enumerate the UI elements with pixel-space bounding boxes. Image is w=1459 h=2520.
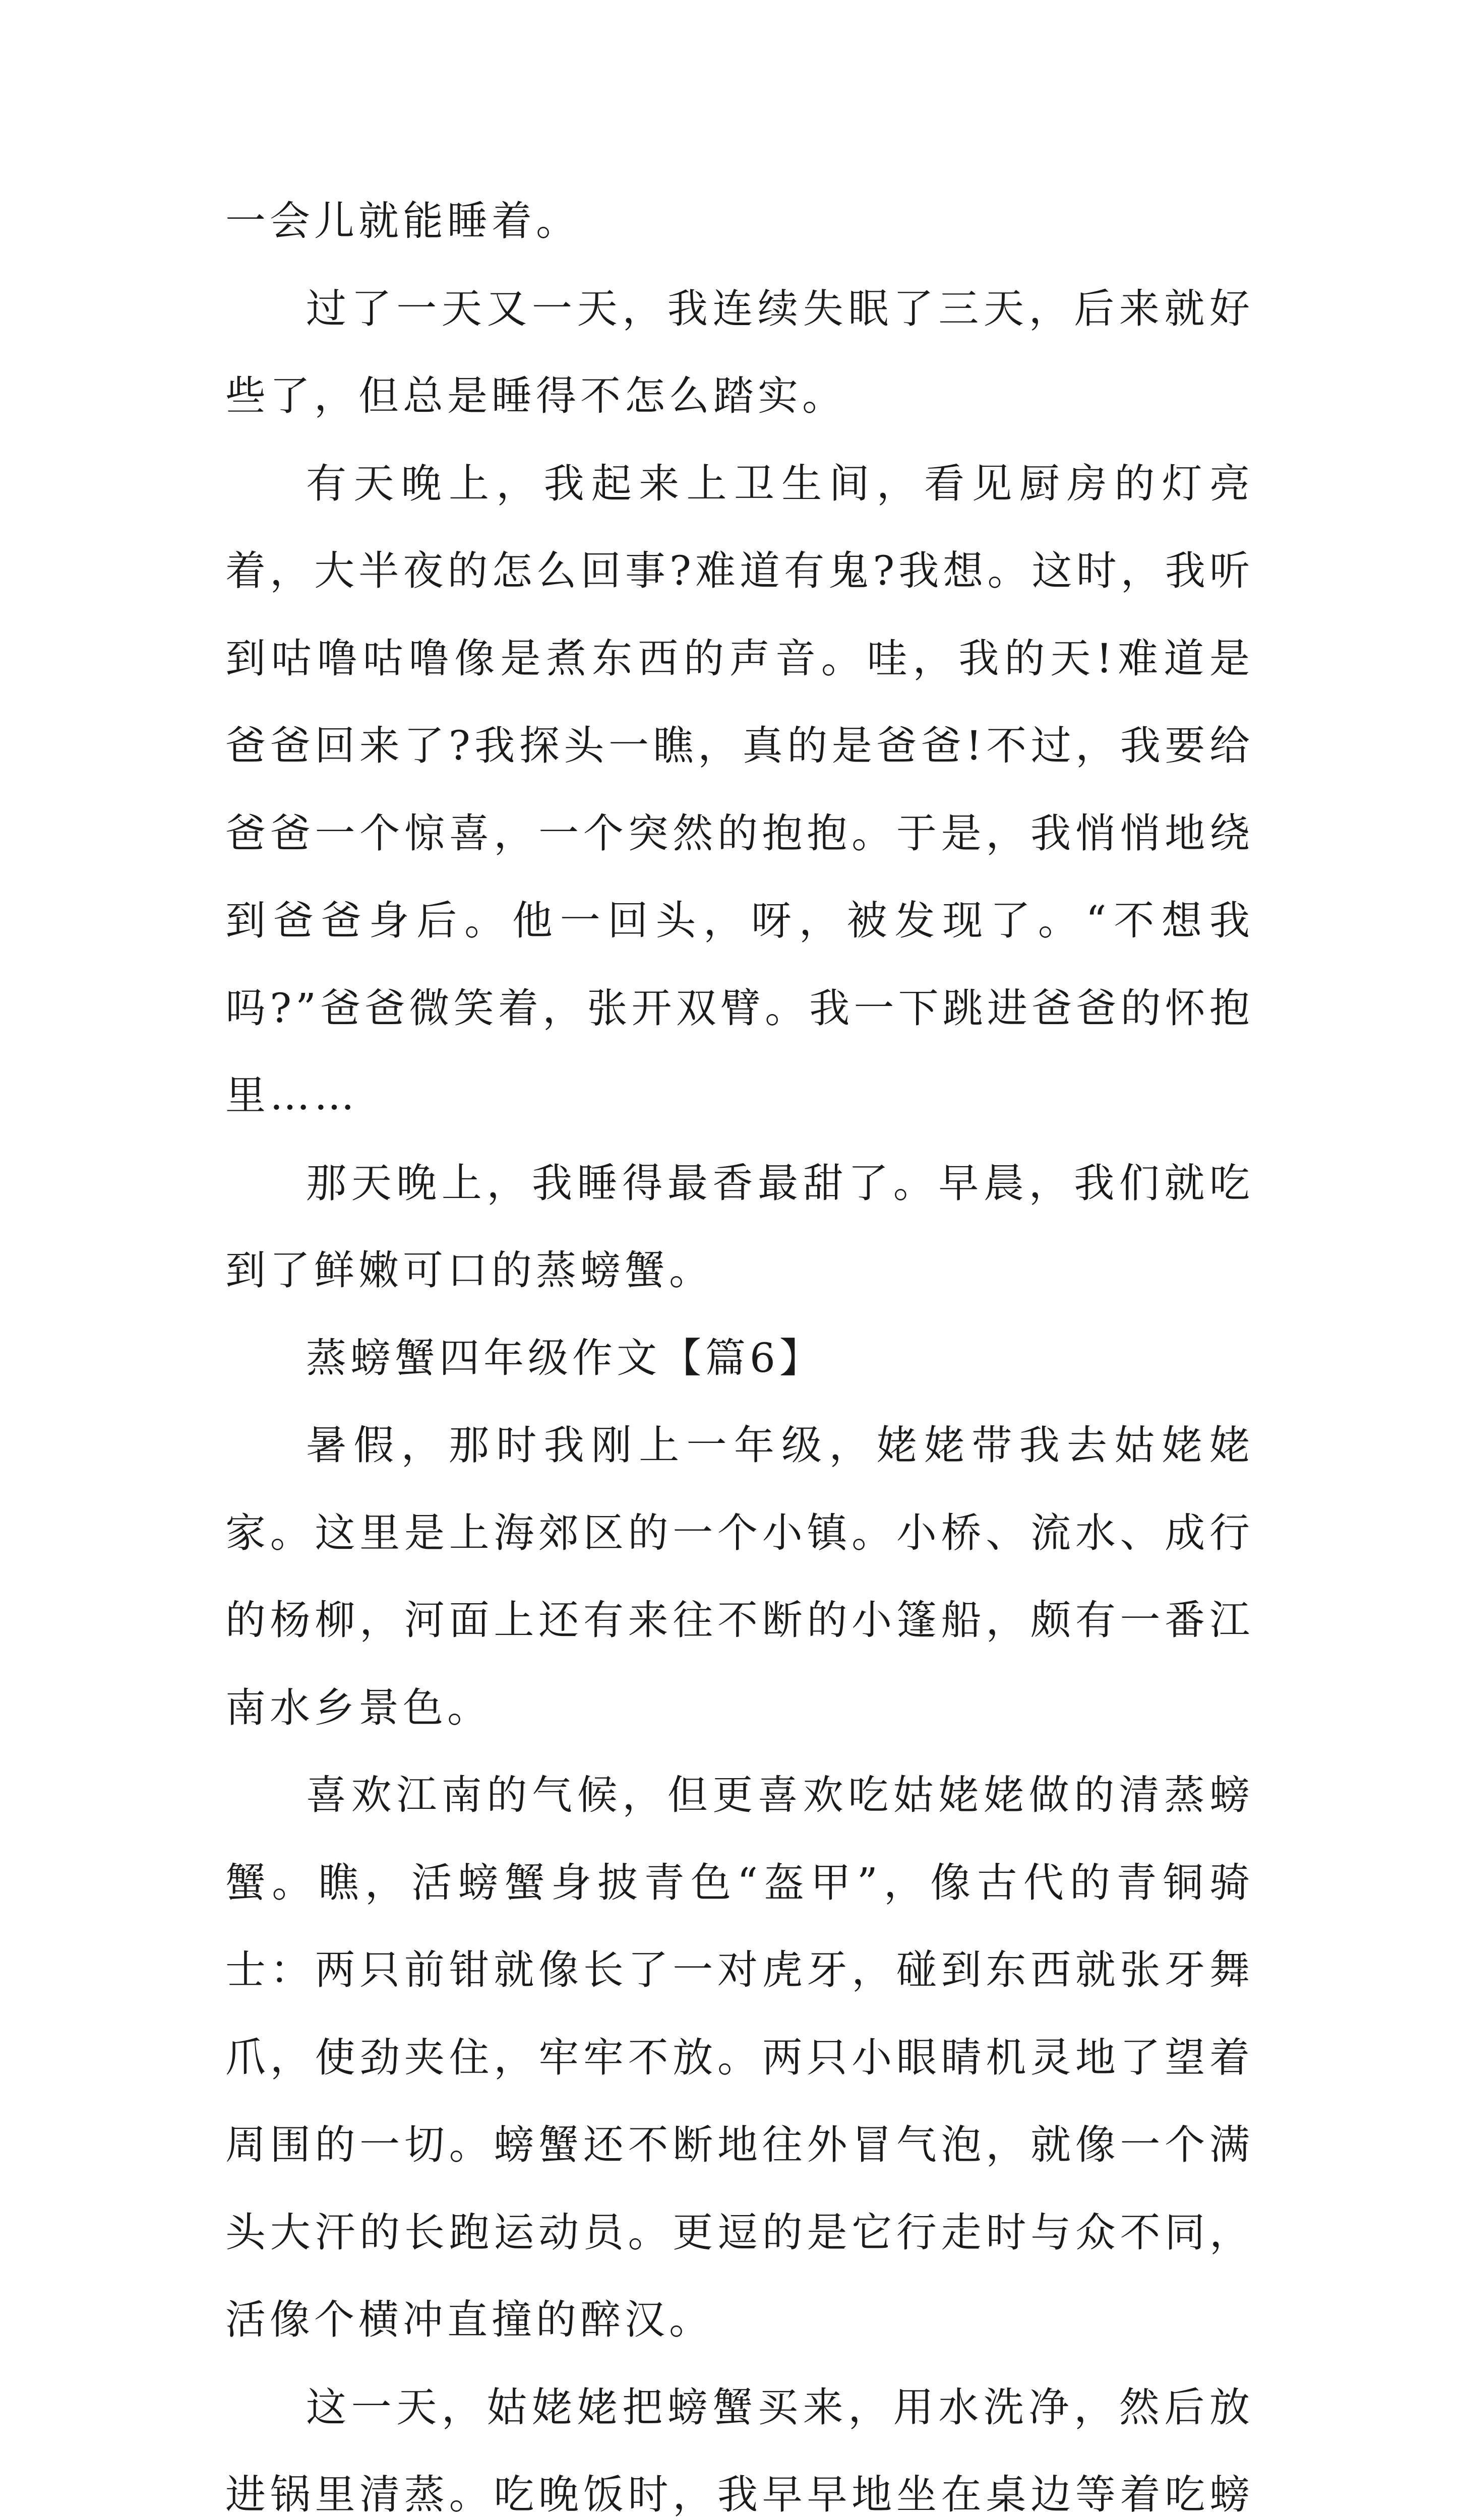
- paragraph-3: 有天晚上，我起来上卫生间，看见厨房的灯亮着，大半夜的怎么回事?难道有鬼?我想。这时，我听到咕噜咕噜像是煮东西的声音。哇，我的天!难道是爸爸回来了?我探头一瞧，真的是爸爸!不过，我要给爸爸一个惊喜，一个突然的抱抱。于是，我悄悄地绕到爸爸身后。他一回头，呀，被发现了。“不想我吗?”爸爸微笑着，张开双臂。我一下跳进爸爸的怀抱里……: [225, 440, 1254, 1140]
- paragraph-2: 过了一天又一天，我连续失眠了三天，后来就好些了，但总是睡得不怎么踏实。: [225, 265, 1254, 440]
- paragraph-1: 一会儿就能睡着。: [225, 177, 1254, 265]
- document-body: [225, 177, 1254, 2520]
- paragraph-5: 暑假，那时我刚上一年级，姥姥带我去姑姥姥家。这里是上海郊区的一个小镇。小桥、流水、成行的杨柳，河面上还有来往不断的小篷船，颇有一番江南水乡景色。: [225, 1402, 1254, 1751]
- paragraph-7: 这一天，姑姥姥把螃蟹买来，用水洗净，然后放进锅里清蒸。吃晚饭时，我早早地坐在桌边等着吃螃: [225, 2364, 1254, 2520]
- section-heading: 蒸螃蟹四年级作文【篇6】: [225, 1314, 1254, 1402]
- paragraph-6: 喜欢江南的气候，但更喜欢吃姑姥姥做的清蒸螃蟹。瞧，活螃蟹身披青色“盔甲”，像古代的青铜骑士：两只前钳就像长了一对虎牙，碰到东西就张牙舞爪，使劲夹住，牢牢不放。两只小眼睛机灵地了望着周围的一切。螃蟹还不断地往外冒气泡，就像一个满头大汗的长跑运动员。更逗的是它行走时与众不同，活像个横冲直撞的醉汉。: [225, 1751, 1254, 2364]
- paragraph-4: 那天晚上，我睡得最香最甜了。早晨，我们就吃到了鲜嫩可口的蒸螃蟹。: [225, 1140, 1254, 1314]
